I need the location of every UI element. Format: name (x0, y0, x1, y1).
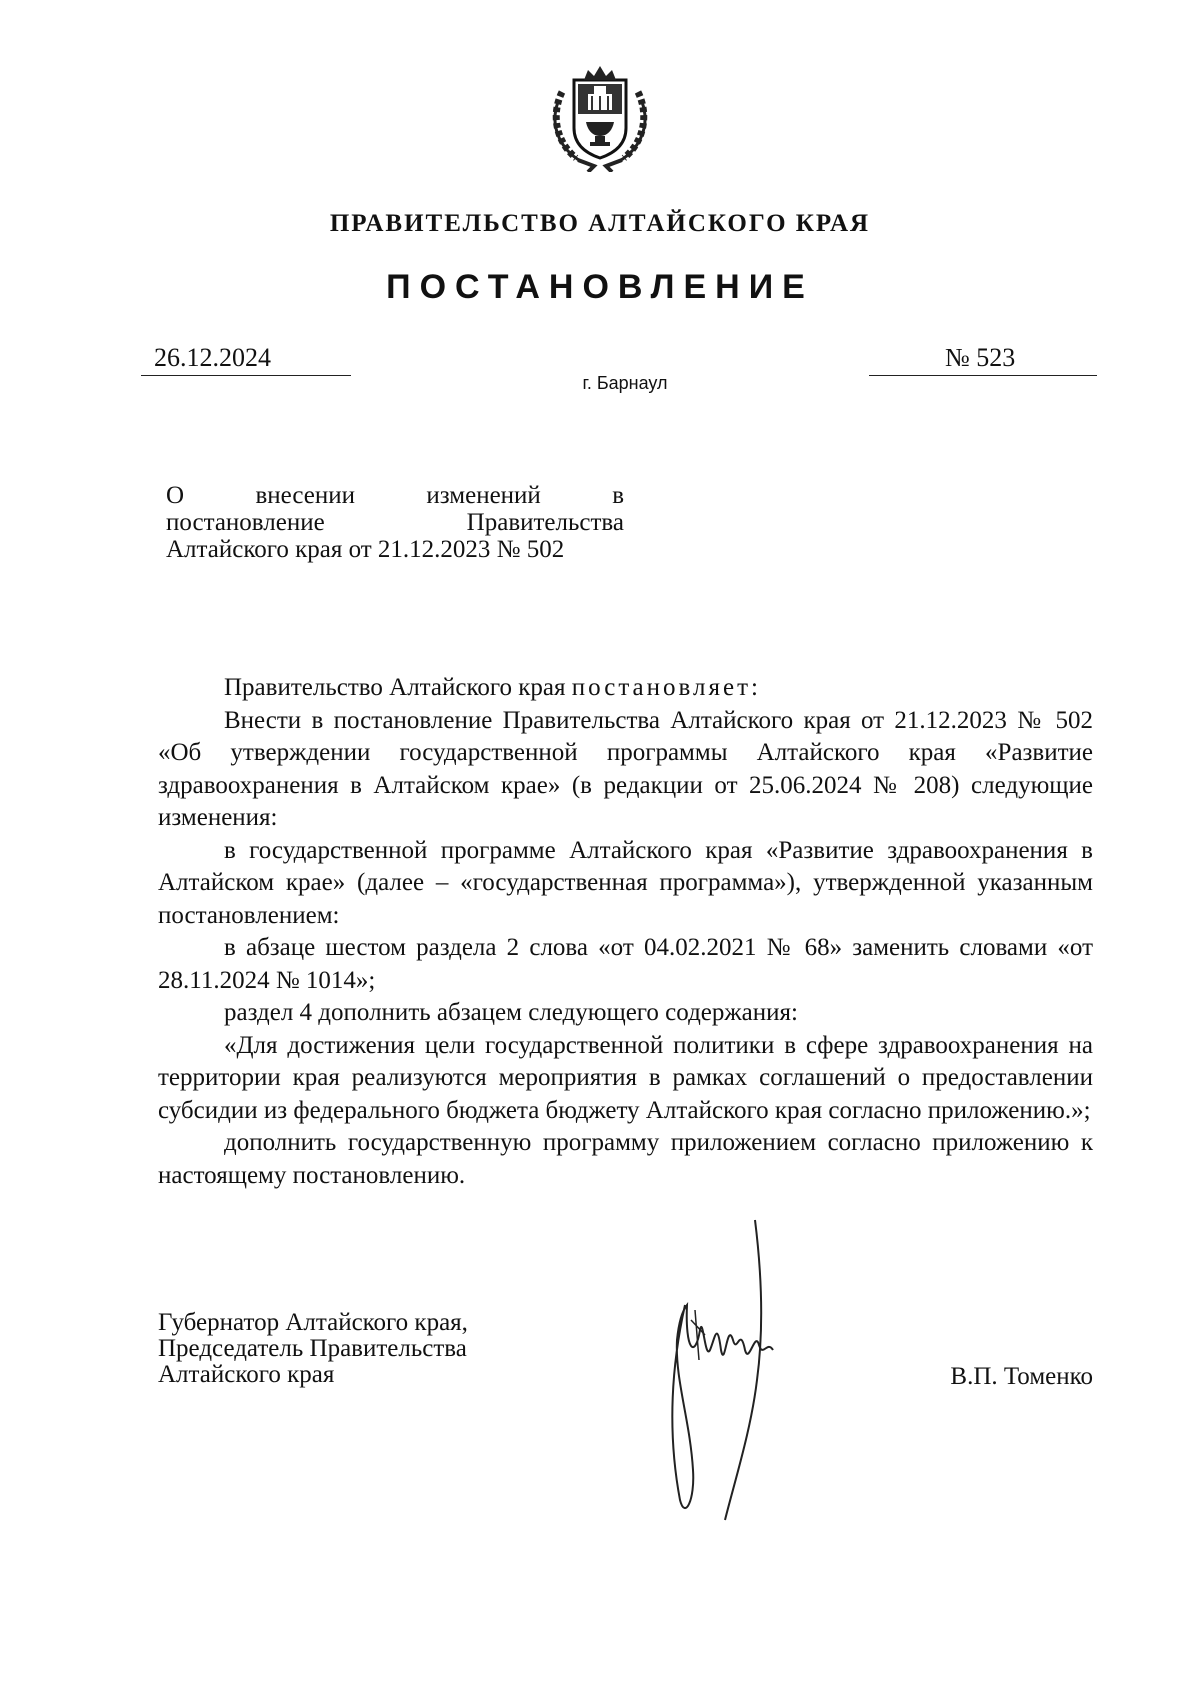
intro-prefix: Правительство Алтайского края (224, 674, 572, 701)
body-paragraph-4: раздел 4 дополнить абзацем следующего содержания: (224, 999, 798, 1026)
signer-position-line-2: Председатель Правительства (158, 1335, 467, 1362)
signer-position-line-1: Губернатор Алтайского края, (158, 1309, 468, 1336)
intro-suffix: : (751, 674, 758, 701)
document-body (158, 672, 1093, 1192)
organization-title: ПРАВИТЕЛЬСТВО АЛТАЙСКОГО КРАЯ (329, 210, 871, 237)
intro-verb: постановляет (571, 674, 751, 701)
body-paragraph-1: Внести в постановление Правительства Алтайского края от 21.12.2023 № 502 «Об утверждении государственной программы Алтайского края «Развитие здравоохранения в Алтайском крае» (в редакции от 25.06.2024 № 208) следующие изменения: (158, 706, 1093, 831)
subject-line-3: Алтайского края от 21.12.2023 № 502 (166, 536, 565, 563)
document-date: 26.12.2024 (141, 343, 351, 376)
subject-line-2: постановление Правительства (166, 509, 624, 536)
body-paragraph-5: «Для достижения цели государственной политики в сфере здравоохранения на территории края реализуются мероприятия в рамках соглашений о предоставлении субсидии из федерального бюджета бюджету Алтайского края согласно приложению.»; (158, 1031, 1093, 1124)
document-city: г. Барнаул (582, 373, 668, 393)
handwritten-signature (655, 1200, 805, 1530)
intro-paragraph (158, 672, 1093, 705)
signer-position (158, 1310, 578, 1388)
document-number: № 523 (869, 343, 1097, 376)
signer-position-line-3: Алтайского края (158, 1361, 335, 1388)
body-paragraph-2: в государственной программе Алтайского края «Развитие здравоохранения в Алтайском крае» (далее – «государственная программа»), утвержденной указанным постановлением: (158, 836, 1093, 929)
body-paragraph-3: в абзаце шестом раздела 2 слова «от 04.02.2021 № 68» заменить словами «от 28.11.2024 № 1014»; (158, 934, 1093, 994)
document-subject (166, 482, 624, 563)
coat-of-arms-emblem (548, 62, 652, 172)
body-paragraph-6: дополнить государственную программу приложением согласно приложению к настоящему постановлению. (158, 1129, 1093, 1189)
document-type-title: ПОСТАНОВЛЕНИЕ (386, 268, 814, 306)
signer-name: В.П. Томенко (950, 1363, 1093, 1390)
subject-line-1: О внесении изменений в (166, 482, 624, 509)
